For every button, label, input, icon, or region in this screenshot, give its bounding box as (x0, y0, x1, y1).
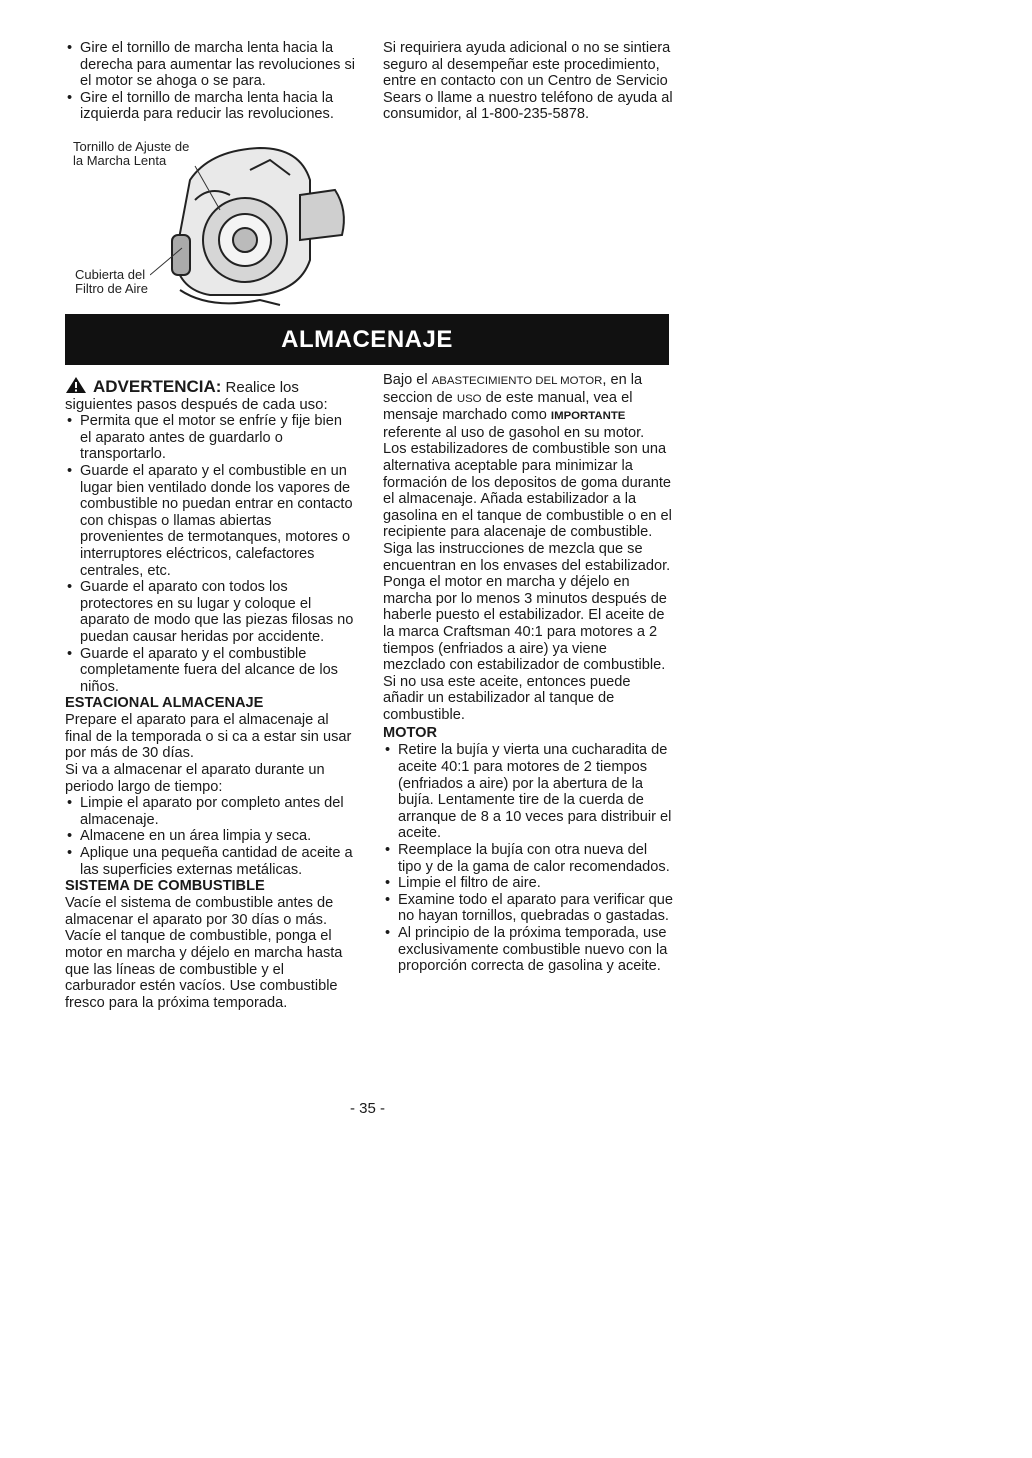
stabilizer-paragraph: Los estabilizadores de combustible son una alternativa aceptable para minimizar la formación de los depositos de goma durante el almacenaje. Añada estabilizador a la gasolina en el tanque de combustible o en el recipiente para alacenaje de combustible. Siga las instrucciones de mezcla que se encuentran en los envases del estabilizador. Ponga el motor en marcha y déjelo en marcha por lo menos 3 minutos después de haberle puesto el estabilizador. El aceite de la marca Craftsman 40:1 para motores a 2 tiempos (enfriados a aire) ya viene mezclado con estabilizador de combustible. Si no usa este aceite, entonces puede añadir un estabilizador al tanque de combustible. (383, 441, 672, 723)
list-item: • Examine todo el aparato para verificar que no hayan tornillos, quebradas o gastadas. (383, 892, 673, 925)
warning-title: ADVERTENCIA: (93, 377, 222, 396)
caption-air-filter-cover: Cubierta del Filtro de Aire (75, 267, 148, 296)
idle-adjust-list (65, 40, 355, 123)
caption-idle-screw: Tornillo de Ajuste de la Marcha Lenta (73, 139, 190, 168)
list-item: • Limpie el aparato por completo antes del almacenaje. (65, 795, 355, 828)
top-right-column (383, 40, 673, 123)
list-item: • Guarde el aparato y el combustible completamente fuera del alcance de los niños. (65, 646, 355, 696)
motor-heading: MOTOR (383, 725, 438, 742)
seasonal-paragraph-1: Prepare el aparato para el almacenaje al final de la temporada o si ca a estar sin usar por más de 30 días. (65, 712, 352, 762)
list-item: • Aplique una pequeña cantidad de aceite a las superficies externas metálicas. (65, 845, 355, 878)
section-title-banner (65, 314, 669, 365)
list-item: • Permita que el motor se enfríe y fije bien el aparato antes de guardarlo o transportarlo. (65, 413, 355, 463)
warning-intro: Realice los siguientes pasos después de cada uso: (65, 379, 328, 413)
list-item: • Guarde el aparato con todos los protectores en su lugar y coloque el aparato de modo que las piezas filosas no puedan causar heridas por accidente. (65, 579, 355, 645)
seasonal-paragraph-2: Si va a almacenar el aparato durante un periodo largo de tiempo: (65, 762, 325, 795)
service-help-text: Si requiriera ayuda adicional o no se sintiera seguro al desempeñar este procedimiento, entre en contacto con un Centro de Servicio Sears o llame a nuestro teléfono de ayuda al consumidor, al 1-800-235-5878. (383, 40, 673, 123)
seasonal-heading: ESTACIONAL ALMACENAJE (65, 695, 264, 712)
page-number: - 35 - (349, 1100, 385, 1117)
warning-paragraph (65, 376, 355, 413)
warning-list (65, 413, 355, 695)
right-column (383, 372, 673, 975)
warning-triangle-icon (65, 376, 87, 394)
list-item: • Al principio de la próxima temporada, use exclusivamente combustible nuevo con la proporción correcta de gasolina y aceite. (383, 925, 673, 975)
list-item: • Gire el tornillo de marcha lenta hacia la izquierda para reducir las revoluciones. (65, 90, 355, 123)
list-item: • Reemplace la bujía con otra nueva del tipo y de la gama de calor recomendados. (383, 842, 673, 875)
top-left-column (65, 40, 355, 123)
list-item: • Gire el tornillo de marcha lenta hacia la derecha para aumentar las revoluciones si el motor se ahoga o se para. (65, 40, 355, 90)
motor-list (383, 742, 673, 974)
fuel-system-paragraph: Vacíe el sistema de combustible antes de almacenar el aparato por 30 días o más. Vacíe el tanque de combustible, ponga el motor en marcha y déjelo en marcha hasta que las líneas de combustible y el carburador estén vacíos. Use combustible fresco para la próxima temporada. (65, 895, 343, 1011)
list-item: • Almacene en un área limpia y seca. (65, 828, 355, 845)
list-item: • Retire la bujía y vierta una cucharadita de aceite 40:1 para motores de 2 tiempos (enfriados a aire) por la abertura de la bujía. Lentamente tire de la cuerda de arranque de 8 a 10 veces para distribuir el aceite. (383, 742, 673, 842)
list-item: • Limpie el filtro de aire. (383, 875, 673, 892)
fuel-system-heading: SISTEMA DE COMBUSTIBLE (65, 878, 265, 895)
gasohol-paragraph: Bajo el ABASTECIMIENTO DEL MOTOR, en la seccion de USO de este manual, vea el mensaje marchado como IMPORTANTE referente al uso de gasohol en su motor. (383, 372, 645, 441)
seasonal-list (65, 795, 355, 878)
list-item: • Guarde el aparato y el combustible en un lugar bien ventilado donde los vapores de combustible no puedan entrar en contacto con chispas o llamas abiertas provenientes de termotanques, motores o interruptores eléctricos, calefactores centrales, etc. (65, 463, 355, 579)
left-column (65, 376, 355, 1011)
section-title: ALMACENAJE (281, 325, 453, 353)
